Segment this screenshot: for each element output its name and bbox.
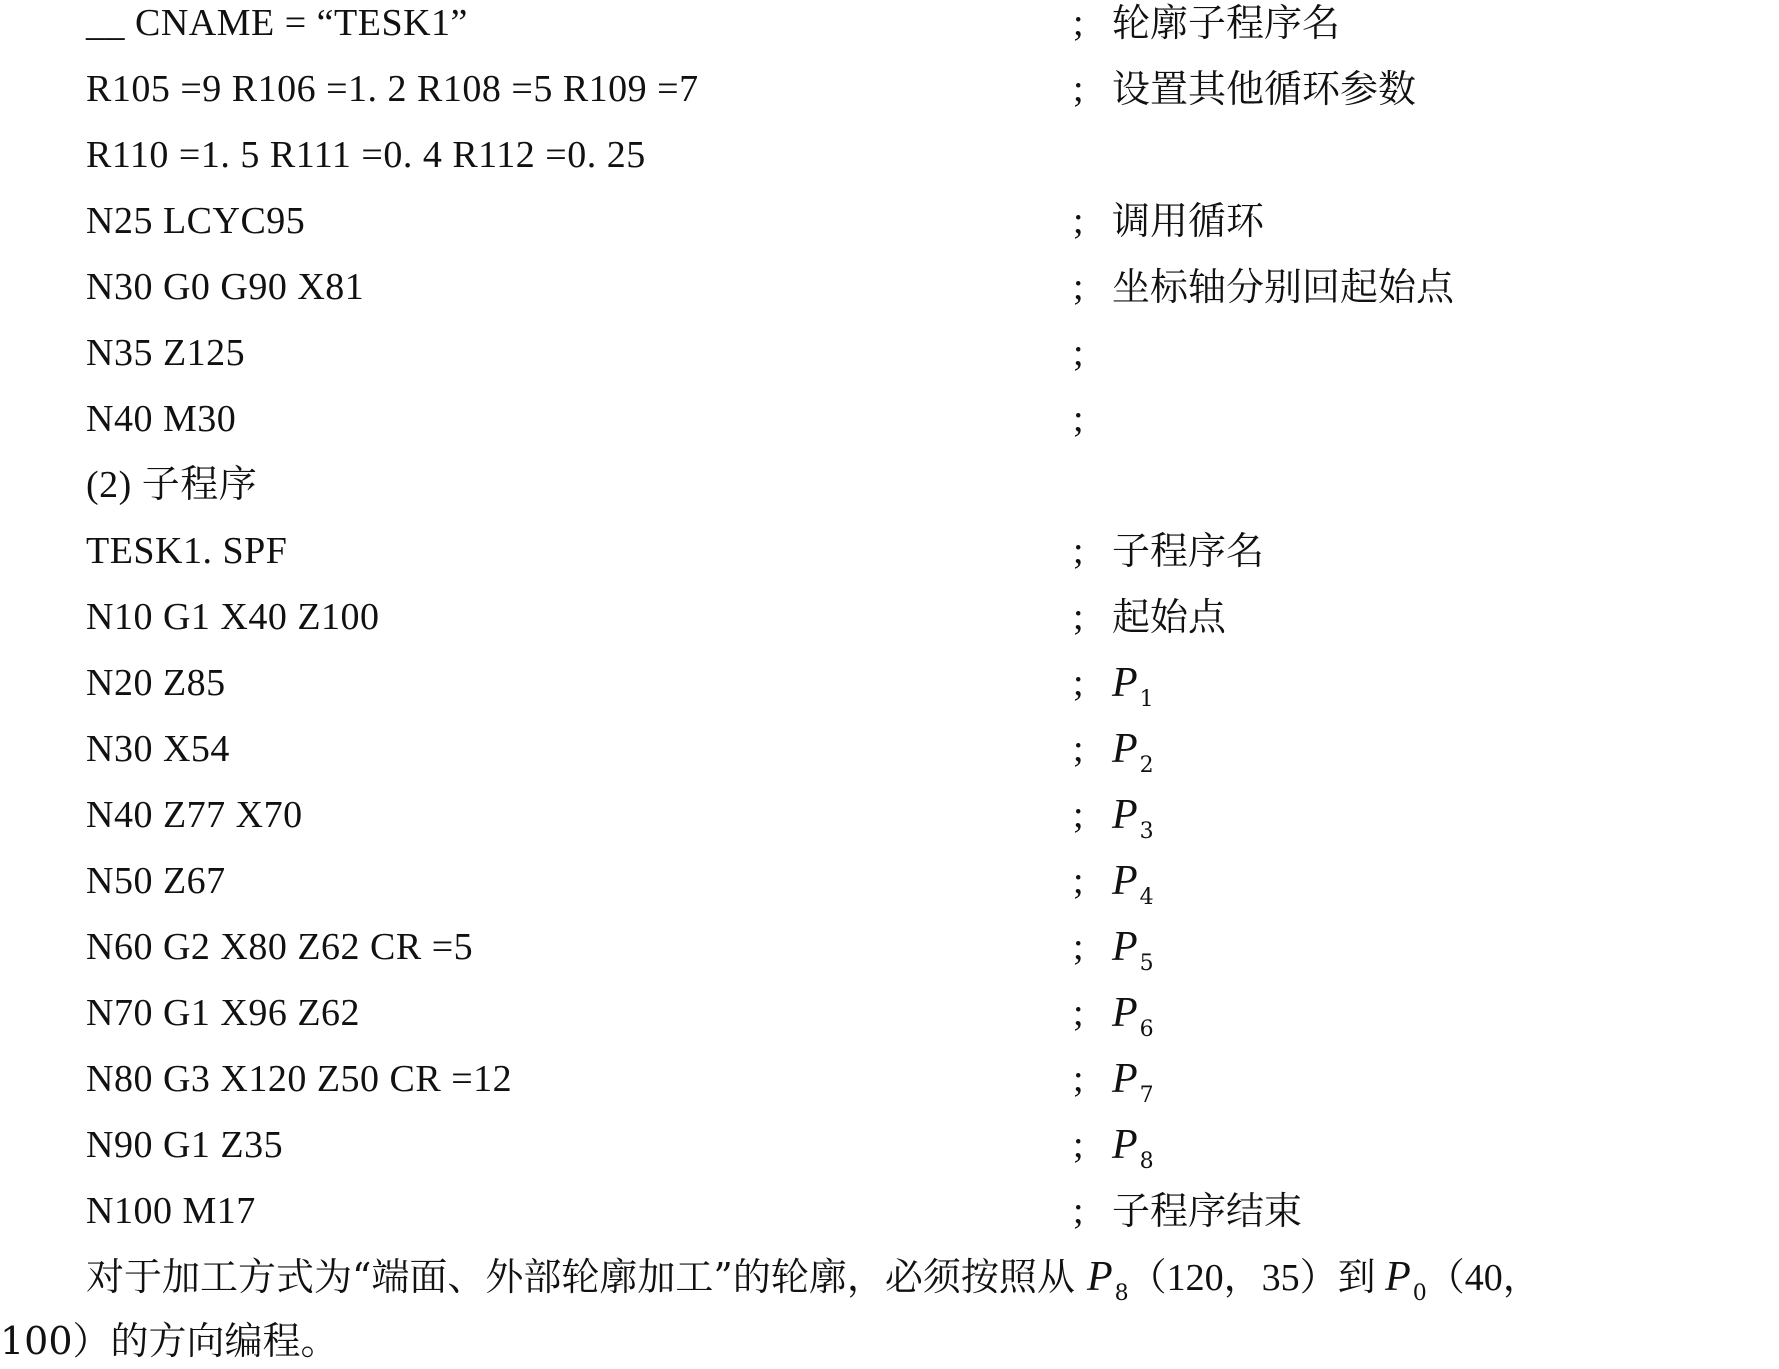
comment-separator: ; [1073,68,1084,110]
point-variable: P [1112,726,1138,772]
code-text: N40 Z77 X70 [86,794,303,836]
code-comment: 轮廓子程序名 [1112,1,1341,45]
code-text: N60 G2 X80 Z62 CR =5 [86,926,474,968]
code-line-11 [0,660,1779,726]
comment-separator: ; [1073,1190,1084,1232]
point-p0-subscript: 0 [1412,1281,1427,1306]
point-subscript: 2 [1139,753,1154,778]
code-text: N40 M30 [86,398,237,440]
code-line-1 [0,0,1779,66]
code-line-5 [0,264,1779,330]
point-label [1112,726,1154,789]
point-subscript: 1 [1139,687,1154,712]
comment-separator: ; [1073,200,1084,242]
point-variable: P [1112,990,1138,1036]
comment-separator: ; [1073,860,1084,902]
code-text: N30 X54 [86,728,230,770]
point-variable: P [1112,924,1138,970]
comment-separator: ; [1073,530,1084,572]
code-line-16 [0,990,1779,1056]
code-line-2 [0,66,1779,132]
code-line-4 [0,198,1779,264]
code-text: R110 =1. 5 R111 =0. 4 R112 =0. 25 [86,134,646,176]
section-heading-subprogram [0,462,1779,528]
code-comment: 设置其他循环参数 [1112,67,1417,111]
comment-separator: ; [1073,332,1084,374]
paragraph-text: 对于加工方式为“端面、外部轮廓加工”的轮廓，必须按照从 [86,1255,1087,1299]
comment-separator: ; [1073,1058,1084,1100]
code-line-17 [0,1056,1779,1122]
code-line-14 [0,858,1779,924]
point-subscript: 5 [1139,951,1154,976]
point-p0-variable: P [1385,1254,1411,1300]
comment-separator: ; [1073,662,1084,704]
comment-separator: ; [1073,728,1084,770]
code-text: N30 G0 G90 X81 [86,266,365,308]
code-text: N20 Z85 [86,662,226,704]
code-text: R105 =9 R106 =1. 2 R108 =5 R109 =7 [86,68,699,110]
point-variable: P [1112,858,1138,904]
paragraph-line-1 [86,1254,1776,1317]
code-text: TESK1. SPF [86,530,288,572]
point-label [1112,792,1154,855]
point-label [1112,1056,1154,1119]
code-line-12 [0,726,1779,792]
code-line-9 [0,528,1779,594]
code-line-18 [0,1122,1779,1188]
section-heading-text: (2) 子程序 [86,464,258,506]
paragraph-text: 100）的方向编程。 [0,1319,339,1363]
comment-separator: ; [1073,926,1084,968]
comment-separator: ; [1073,992,1084,1034]
comment-separator: ; [1073,596,1084,638]
code-text: N70 G1 X96 Z62 [86,992,361,1034]
code-line-10 [0,594,1779,660]
point-variable: P [1112,792,1138,838]
comment-separator: ; [1073,1124,1084,1166]
comment-separator: ; [1073,398,1084,440]
point-label [1112,858,1154,921]
code-text: N50 Z67 [86,860,226,902]
code-text: N35 Z125 [86,332,246,374]
point-variable: P [1112,1056,1138,1102]
code-text: N25 LCYC95 [86,200,306,242]
point-subscript: 4 [1139,885,1154,910]
point-p8-variable: P [1086,1254,1113,1300]
code-comment: 起始点 [1112,595,1227,639]
comment-separator: ; [1073,266,1084,308]
code-text: N80 G3 X120 Z50 CR =12 [86,1058,513,1100]
point-label [1112,990,1154,1053]
point-label [1112,660,1154,723]
comment-separator: ; [1073,2,1084,44]
code-line-19 [0,1188,1779,1254]
code-line-13 [0,792,1779,858]
paragraph-text: （40， [1426,1257,1541,1299]
paragraph-line-2 [0,1318,1779,1364]
point-label [1112,1122,1154,1185]
code-comment: 子程序名 [1112,529,1265,573]
point-p8-subscript: 8 [1114,1281,1129,1306]
point-subscript: 7 [1139,1083,1154,1108]
code-line-3 [0,132,1779,198]
comment-separator: ; [1073,794,1084,836]
point-variable: P [1112,660,1138,706]
code-text: N100 M17 [86,1190,256,1232]
point-variable: P [1112,1122,1138,1168]
point-subscript: 3 [1139,819,1154,844]
point-label [1112,924,1154,987]
point-subscript: 6 [1139,1017,1154,1042]
code-text: __ CNAME = “TESK1” [86,2,468,44]
code-text: N90 G1 Z35 [86,1124,284,1166]
code-line-15 [0,924,1779,990]
code-text: N10 G1 X40 Z100 [86,596,380,638]
paragraph-text: （120，35）到 [1128,1257,1386,1299]
code-comment: 坐标轴分别回起始点 [1112,265,1455,309]
code-comment: 子程序结束 [1112,1189,1303,1233]
point-subscript: 8 [1139,1149,1154,1174]
code-comment: 调用循环 [1112,199,1265,243]
code-line-6 [0,330,1779,396]
code-line-7 [0,396,1779,462]
